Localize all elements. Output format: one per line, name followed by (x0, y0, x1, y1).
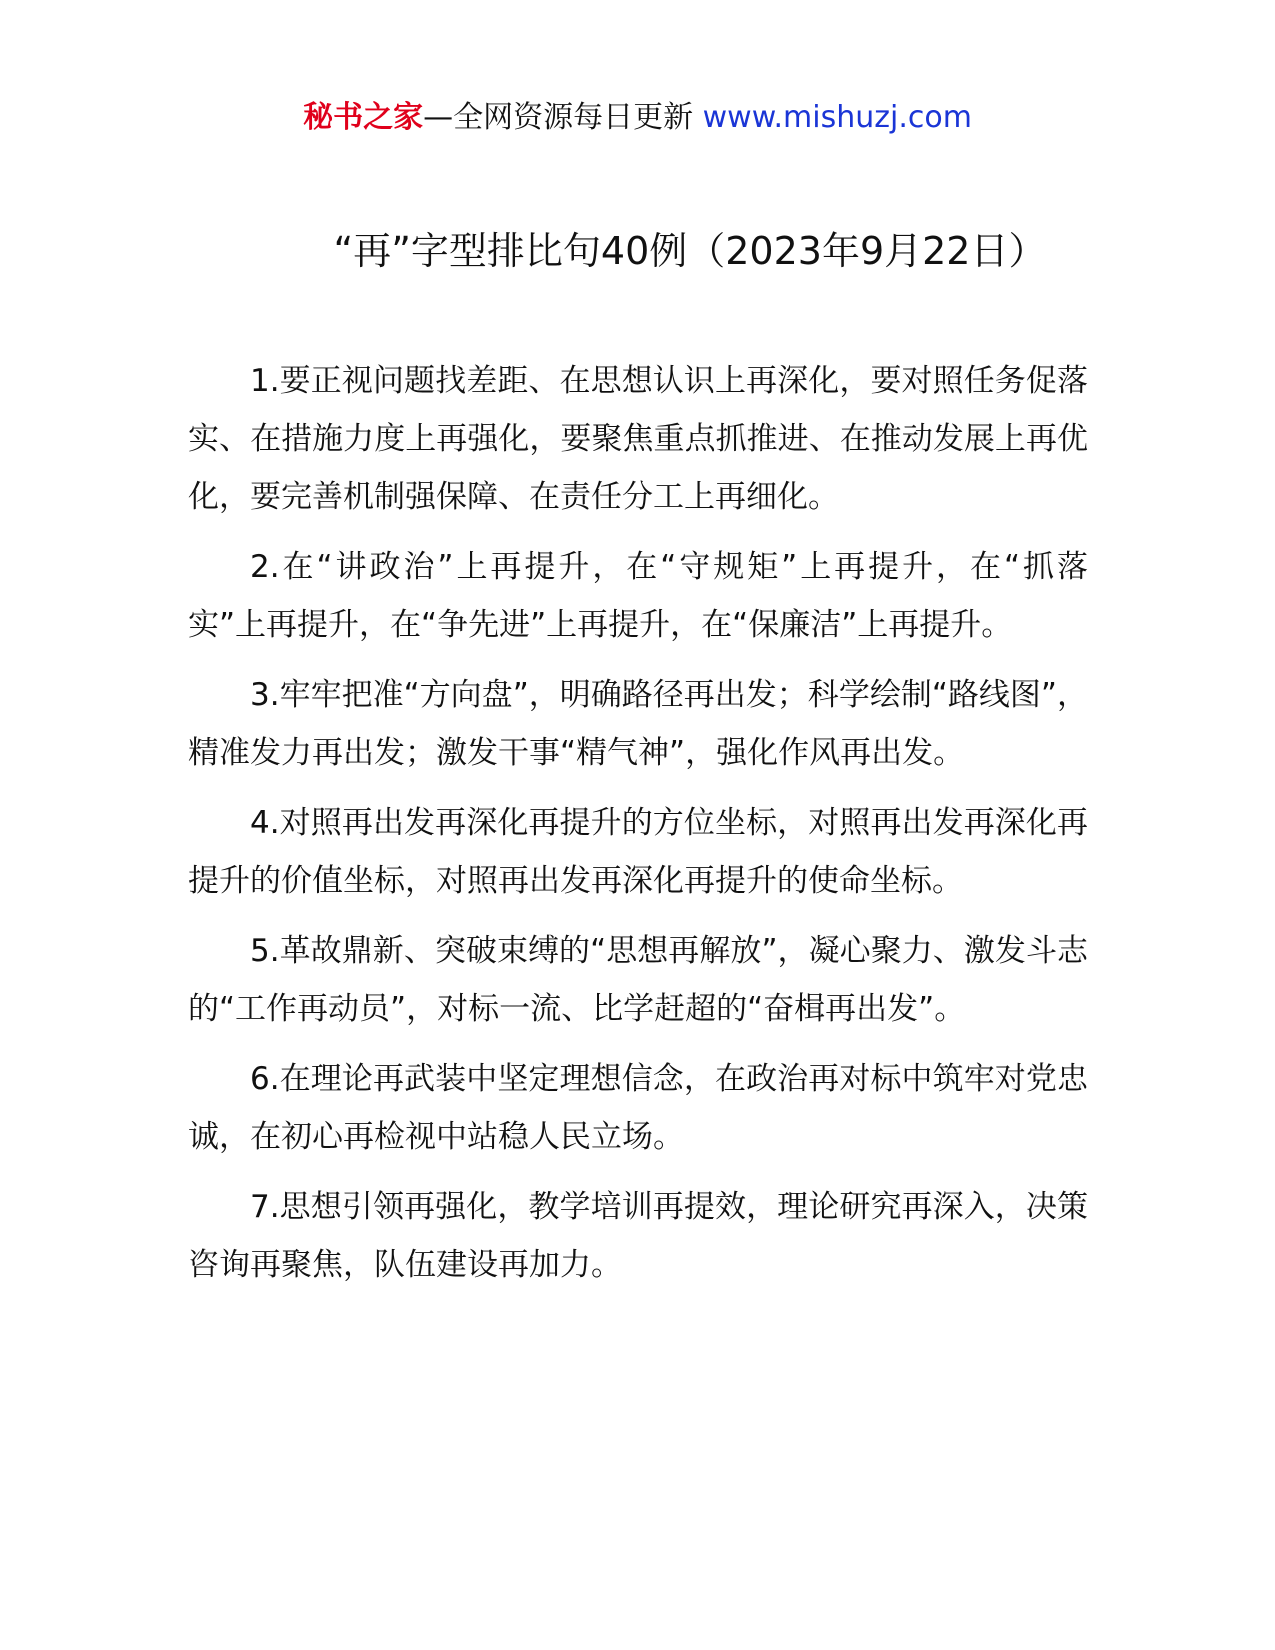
site-brand: 秘书之家 (303, 100, 424, 135)
paragraph-1: 1.要正视问题找差距、在思想认识上再深化，要对照任务促落实、在措施力度上再强化，要聚焦重点抓推进、在推动发展上再优化，要完善机制强保障、在责任分工上再细化。 (188, 363, 1088, 515)
document-title: “再”字型排比句40例（2023年9月22日） (333, 229, 1047, 273)
paragraph-3: 3.牢牢把准“方向盘”，明确路径再出发；科学绘制“路线图”，精准发力再出发；激发干事“精气神”，强化作风再出发。 (188, 677, 1088, 771)
paragraph-7: 7.思想引领再强化，教学培训再提效，理论研究再深入，决策咨询再聚焦，队伍建设再加力。 (188, 1189, 1088, 1283)
paragraph-6: 6.在理论再武装中坚定理想信念，在政治再对标中筑牢对党忠诚，在初心再检视中站稳人民立场。 (188, 1061, 1088, 1155)
paragraph-5: 5.革故鼎新、突破束缚的“思想再解放”，凝心聚力、激发斗志的“工作再动员”，对标一流、比学赶超的“奋楫再出发”。 (188, 933, 1088, 1027)
site-tagline: —全网资源每日更新 (423, 100, 694, 135)
site-header (0, 98, 1275, 138)
document-body (188, 352, 1088, 1306)
site-url-link[interactable]: www.mishuzj.com (702, 100, 972, 135)
paragraph-4: 4.对照再出发再深化再提升的方位坐标，对照再出发再深化再提升的价值坐标，对照再出发再深化再提升的使命坐标。 (188, 805, 1088, 899)
paragraph-2: 2.在“讲政治”上再提升，在“守规矩”上再提升，在“抓落实”上再提升，在“争先进”上再提升，在“保廉洁”上再提升。 (188, 549, 1088, 643)
